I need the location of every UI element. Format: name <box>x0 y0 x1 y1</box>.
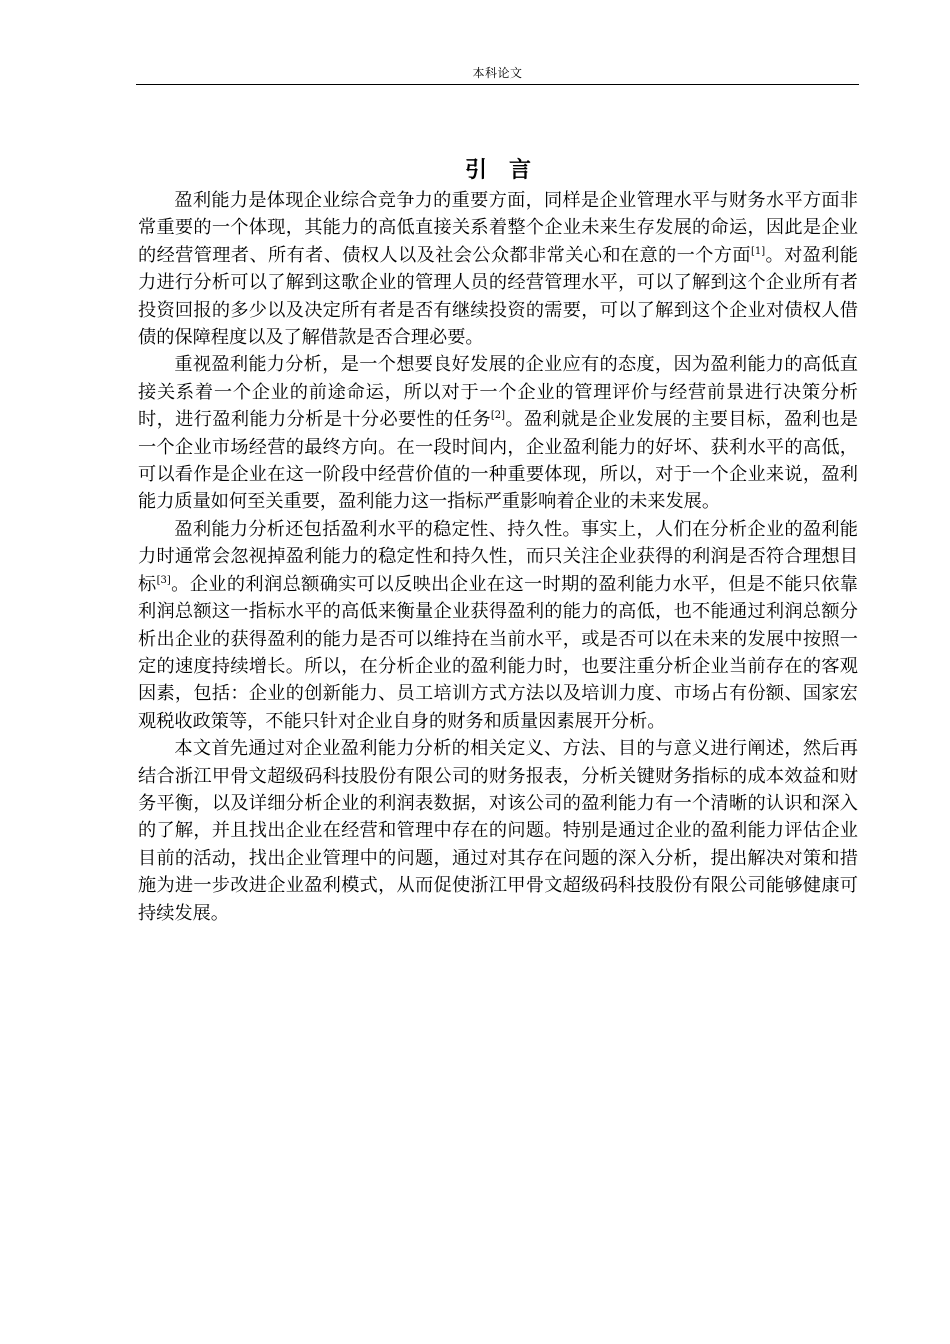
paragraph-text: 。对盈利能力进行分析可以了解到这歌企业的管理人员的经营管理水平，可以了解到这个企业所有者投资回报的多少以及决定所有者是否有继续投资的需要，可以了解到这个企业对债权人借债的保障程度以及了解借款是否合理必要。 <box>138 244 858 349</box>
citation-ref: [3] <box>156 574 171 586</box>
paragraph-text: 。企业的利润总额确实可以反映出企业在这一时期的盈利能力水平，但是不能只依靠利润总额这一指标水平的高低来衡量企业获得盈利的能力的高低，也不能通过利润总额分析出企业的获得盈利的能力是否可以维持在当前水平，或是否可以在未来的发展中按照一定的速度持续增长。所以，在分析企业的盈利能力时，也要注重分析企业当前存在的客观因素，包括：企业的创新能力、员工培训方式方法以及培训力度、市场占有份额、国家宏观税收政策等，不能只针对企业自身的财务和质量因素展开分析。 <box>138 573 858 732</box>
page-header <box>136 62 859 85</box>
paragraph-text: 。盈利就是企业发展的主要目标，盈利也是一个企业市场经营的最终方向。在一段时间内，企业盈利能力的好坏、获利水平的高低，可以看作是企业在这一阶段中经营价值的一种重要体现，所以，对于一个企业来说，盈利能力质量如何至关重要，盈利能力这一指标严重影响着企业的未来发展。 <box>138 409 858 513</box>
citation-ref: [1] <box>750 245 766 257</box>
paragraph-3 <box>138 516 858 735</box>
paragraph-text: 本文首先通过对企业盈利能力分析的相关定义、方法、目的与意义进行阐述，然后再结合浙江甲骨文超级码科技股份有限公司的财务报表，分析关键财务指标的成本效益和财务平衡，以及详细分析企业的利润表数据，对该公司的盈利能力有一个清晰的认识和深入的了解，并且找出企业在经营和管理中存在的问题。特别是通过企业的盈利能力评估企业目前的活动，找出企业管理中的问题，通过对其存在问题的深入分析，提出解决对策和措施为进一步改进企业盈利模式，从而促使浙江甲骨文超级码科技股份有限公司能够健康可持续发展。 <box>138 738 858 924</box>
paragraph-text: 盈利能力分析还包括盈利水平的稳定性、持久性。事实上，人们在分析企业的盈利能力时通常会忽视掉盈利能力的稳定性和持久性，而只关注企业获得的利润是否符合理想目标 <box>138 518 858 595</box>
paragraph-text: 重视盈利能力分析，是一个想要良好发展的企业应有的态度，因为盈利能力的高低直接关系着一个企业的前途命运，所以对于一个企业的管理评价与经营前景进行决策分析时，进行盈利能力分析是十分必要性的任务 <box>138 354 858 431</box>
citation-ref: [2] <box>490 410 506 422</box>
paragraph-4 <box>138 735 858 927</box>
section-title: 引言 <box>464 158 553 183</box>
main-content <box>138 155 858 927</box>
paragraph-text: 盈利能力是体现企业综合竞争力的重要方面，同样是企业管理水平与财务水平方面非常重要的一个体现，其能力的高低直接关系着整个企业未来生存发展的命运，因此是企业的经营管理者、所有者、债权人以及社会公众都非常关心和在意的一个方面 <box>138 190 858 266</box>
paragraph-1 <box>138 187 858 351</box>
paragraph-2 <box>138 351 858 515</box>
running-title: 本科论文 <box>472 66 523 80</box>
